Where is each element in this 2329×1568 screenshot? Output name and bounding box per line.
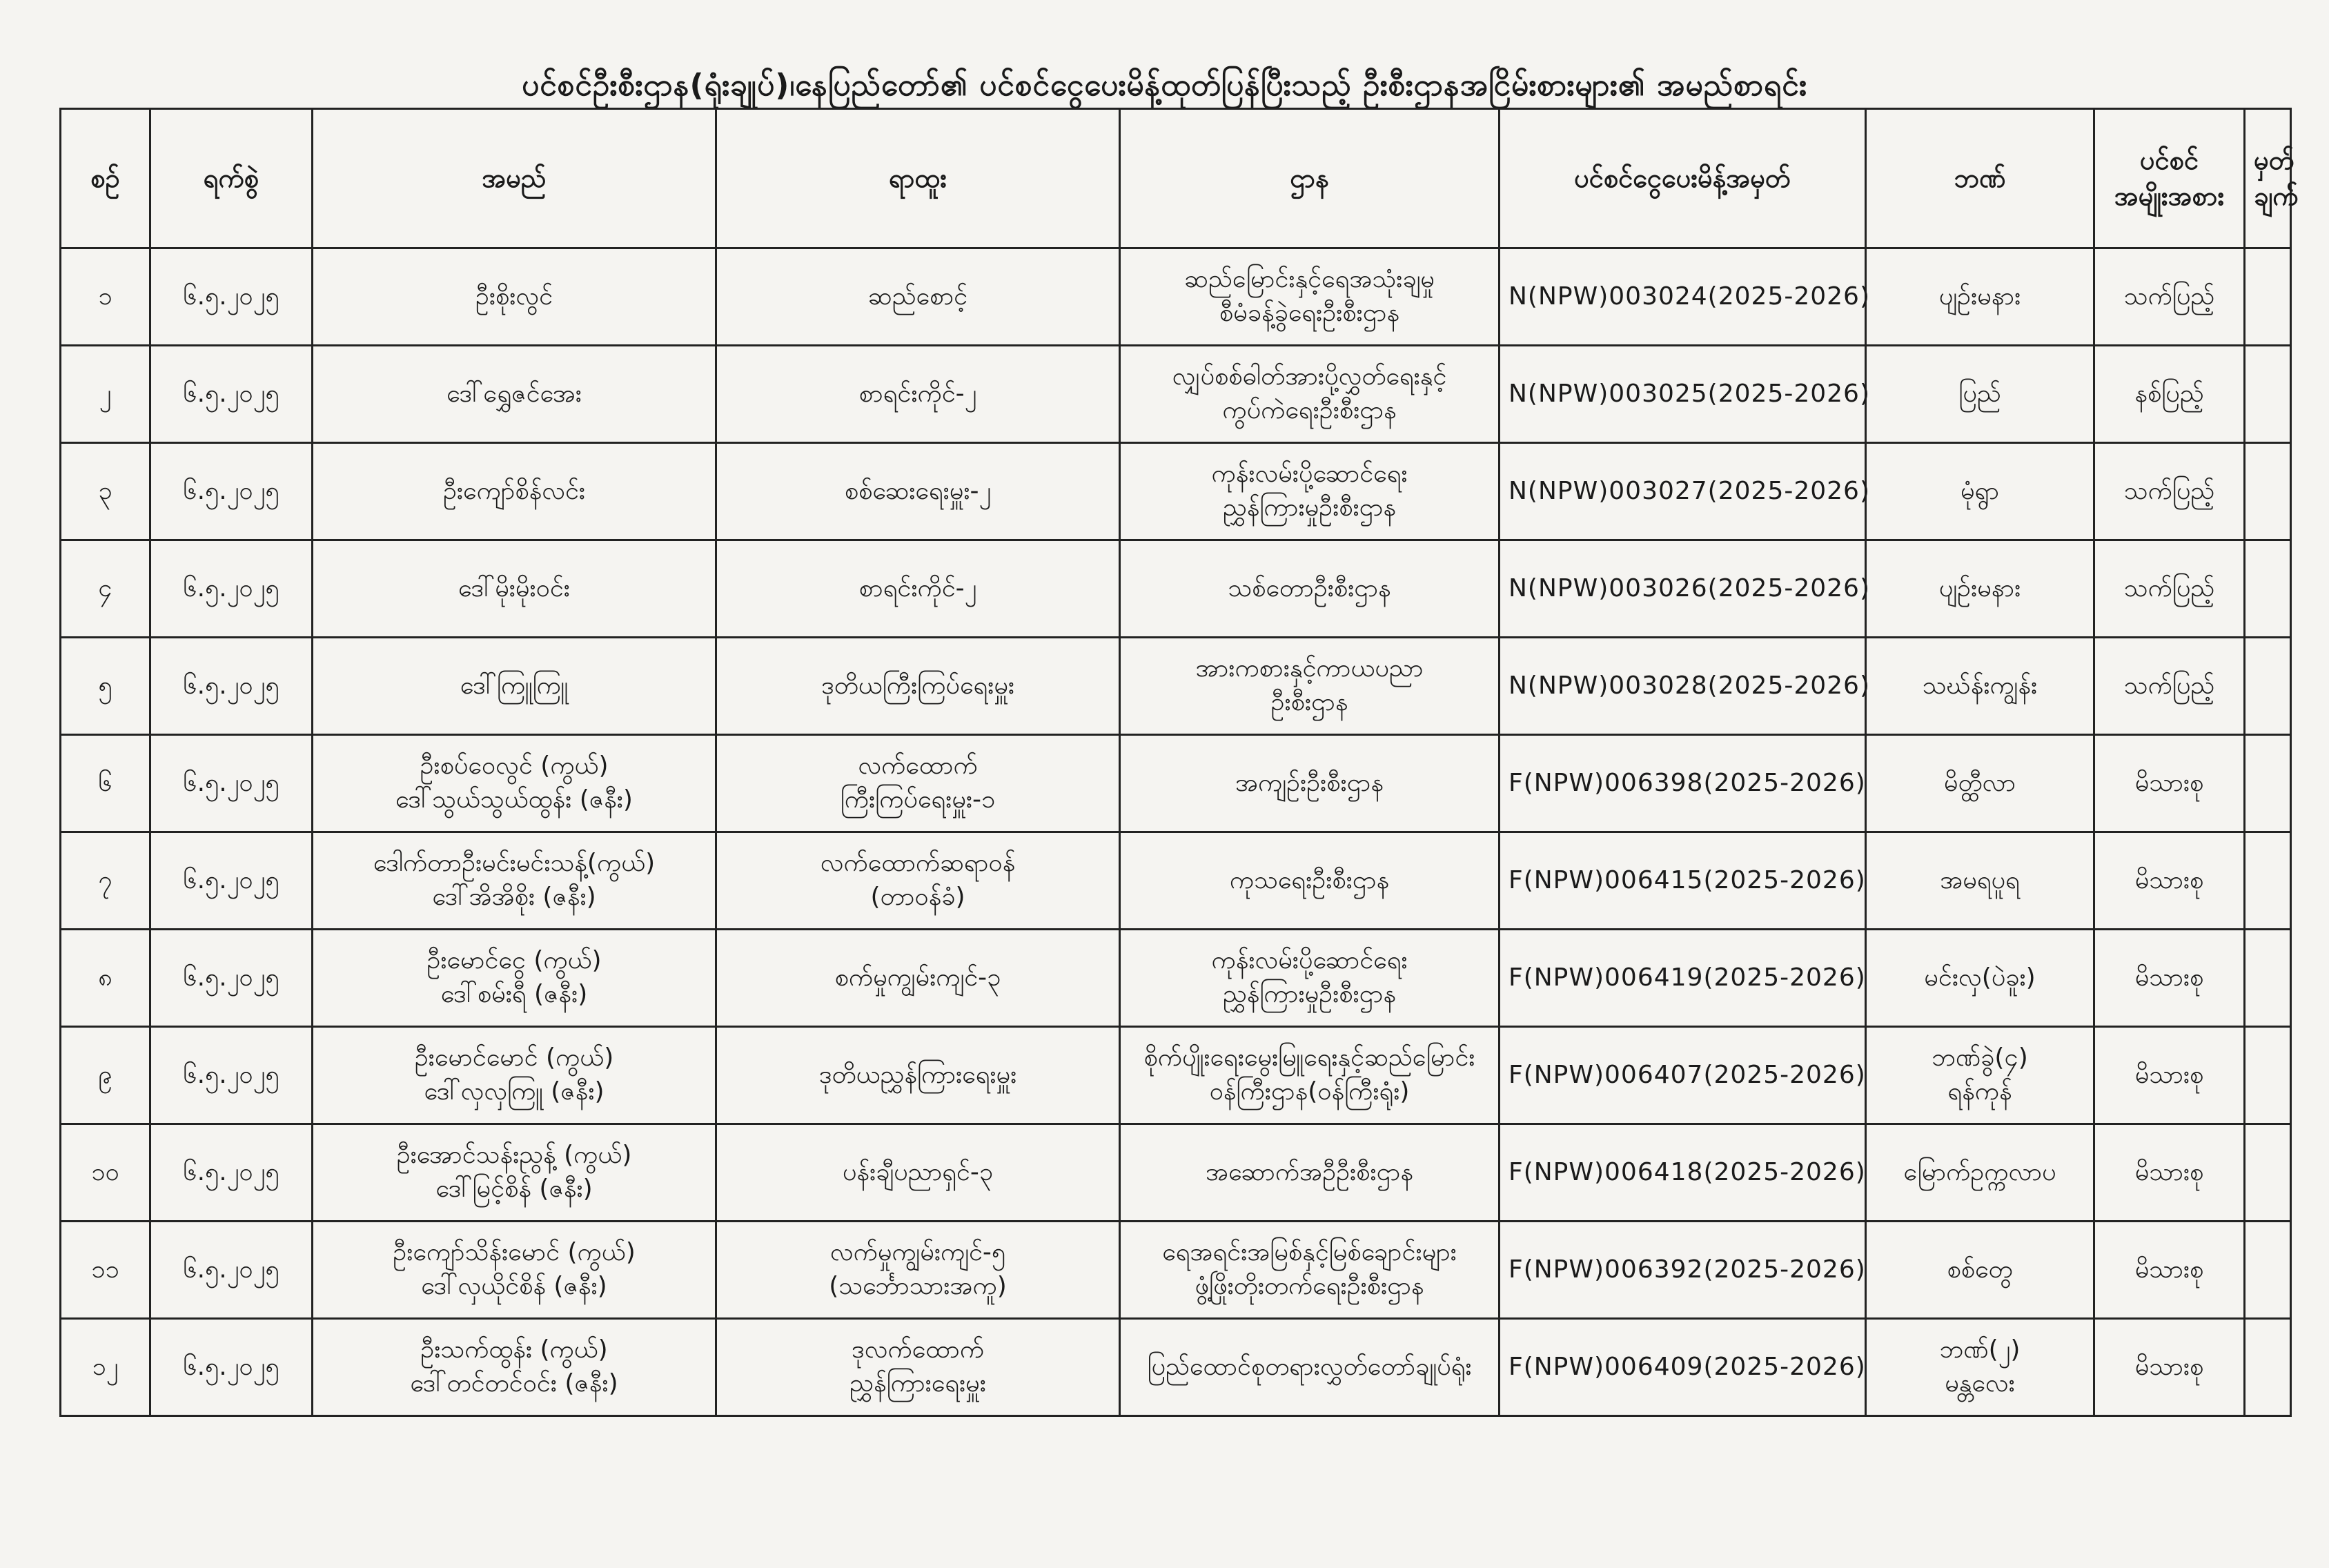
cell-position (716, 1319, 1120, 1416)
cell-position (716, 735, 1120, 832)
cell-permit-number-line1: N(NPW)003024(2025-2026) (1509, 282, 1870, 311)
cell-remark (2245, 443, 2291, 540)
cell-permit-number (1500, 1027, 1866, 1124)
cell-remark (2245, 638, 2291, 735)
cell-department-line1: အားကစားနှင့်ကာယပညာ (1195, 654, 1424, 683)
document-title: ပင်စင်ဦးစီးဌာန(ရုံးချုပ်)၊နေပြည်တော်၏ ပင်စင်ငွေပေးမိန့်ထုတ်ပြန်ပြီးသည့် ဦးစီးဌာနအငြိမ်းစားများ၏ အမည်စာရင်း (522, 68, 1807, 103)
cell-position-line1: စာရင်းကိုင်-၂ (858, 574, 977, 602)
header-type (2094, 109, 2245, 248)
table-row (61, 540, 2291, 638)
cell-position (716, 346, 1120, 443)
table-row (61, 1222, 2291, 1319)
cell-no-line1: ၅ (98, 671, 112, 700)
cell-name (313, 832, 716, 930)
cell-name-line2: ဒေါ်သွယ်သွယ်ထွန်း (ဇနီး) (395, 785, 633, 814)
cell-pension-type (2094, 1027, 2245, 1124)
cell-no (61, 540, 150, 638)
cell-date-line1: ၆.၅.၂၀၂၅ (183, 1352, 279, 1381)
cell-date (150, 930, 313, 1027)
header-date: ရက်စွဲ (150, 109, 313, 248)
header-name: အမည် (313, 109, 716, 248)
cell-permit-number (1500, 832, 1866, 930)
cell-department-line1: ကုသရေးဦးစီးဌာန (1229, 865, 1390, 894)
cell-no-line1: ၈ (98, 963, 112, 992)
cell-bank-line1: ပျဉ်းမနား (1938, 282, 2021, 311)
cell-name (313, 735, 716, 832)
cell-name-line1: ဒေါ်ကြူကြူ (460, 671, 569, 700)
header-remark-line1: မှတ် (2254, 145, 2294, 176)
cell-name (313, 930, 716, 1027)
cell-department-line2: ဦးစီးဌာန (1270, 688, 1348, 716)
cell-bank (1866, 832, 2094, 930)
cell-department (1120, 248, 1500, 346)
cell-permit-number (1500, 735, 1866, 832)
cell-pension-type-line1: မိသားစု (2134, 1352, 2204, 1381)
cell-no-line1: ၃ (98, 476, 112, 505)
cell-bank-line1: စစ်တွေ (1947, 1255, 2013, 1284)
cell-date (150, 1222, 313, 1319)
cell-remark (2245, 1027, 2291, 1124)
header-bank: ဘဏ် (1866, 109, 2094, 248)
cell-permit-number (1500, 638, 1870, 735)
cell-name-line2: ဒေါ်အိအိစိုး (ဇနီး) (432, 883, 596, 911)
cell-bank (1866, 1319, 2094, 1416)
cell-permit-number-line1: F(NPW)006419(2025-2026) (1509, 963, 1866, 992)
header-no: စဉ် (61, 109, 150, 248)
cell-pension-type-line1: မိသားစု (2134, 865, 2204, 894)
cell-date-line1: ၆.၅.၂၀၂၅ (183, 671, 279, 700)
cell-position-line1: ပန်းချီပညာရှင်-၃ (842, 1157, 994, 1186)
pension-register-table (59, 108, 2299, 1417)
cell-no (61, 248, 150, 346)
table-row (61, 1319, 2291, 1416)
table-row (61, 735, 2291, 832)
cell-position (716, 1027, 1120, 1124)
cell-position-line1: လက်ထောက် (858, 752, 978, 781)
cell-pension-type-line1: သက်ပြည့် (2123, 574, 2215, 602)
cell-bank (1866, 930, 2094, 1027)
cell-no (61, 930, 150, 1027)
cell-bank-line1: သဃ်န်းကျွန်း (1922, 671, 2038, 700)
cell-permit-number (1500, 1124, 1866, 1222)
cell-position-line2: (တာဝန်ခံ) (870, 883, 965, 911)
cell-date (150, 1027, 313, 1124)
table-row (61, 346, 2291, 443)
cell-bank (1866, 638, 2094, 735)
cell-bank-line1: အမရပူရ (1940, 865, 2020, 894)
cell-no (61, 1124, 150, 1222)
cell-name (313, 1124, 716, 1222)
cell-department-line1: ဆည်မြောင်းနှင့်ရေအသုံးချမှု (1184, 265, 1435, 294)
cell-position-line2: (သင်္ဘောသားအကူ) (829, 1272, 1007, 1300)
cell-pension-type-line1: မိသားစု (2134, 1060, 2204, 1089)
cell-name (313, 1222, 716, 1319)
cell-name-line2: ဒေါ်မြင့်စိန် (ဇနီး) (435, 1175, 593, 1203)
cell-date-line1: ၆.၅.၂၀၂၅ (183, 476, 279, 505)
cell-pension-type (2094, 735, 2245, 832)
cell-no-line1: ၉ (98, 1060, 112, 1089)
cell-no-line1: ၁၀ (91, 1157, 119, 1186)
cell-date-line1: ၆.၅.၂၀၂၅ (183, 768, 279, 797)
cell-permit-number-line1: F(NPW)006407(2025-2026) (1509, 1060, 1866, 1089)
header-type-line1: ပင်စင် (2139, 145, 2199, 176)
cell-position (716, 1222, 1120, 1319)
cell-bank-line1: မိတ္ထီလာ (1943, 768, 2016, 797)
cell-pension-type (2094, 248, 2245, 346)
cell-no-line1: ၁၁ (91, 1255, 119, 1284)
cell-permit-number (1500, 1222, 1866, 1319)
cell-no (61, 346, 150, 443)
cell-department (1120, 1319, 1500, 1416)
cell-permit-number-line1: F(NPW)006392(2025-2026) (1509, 1255, 1866, 1284)
cell-department (1120, 1124, 1500, 1222)
cell-bank-line1: မုံရွာ (1960, 476, 2000, 505)
cell-position (716, 930, 1120, 1027)
cell-department-line2: စီမံခန့်ခွဲရေးဦးစီးဌာန (1219, 299, 1400, 327)
cell-no-line1: ၂ (99, 379, 112, 408)
cell-department (1120, 1222, 1500, 1319)
cell-name-line1: ဦးစပ်ဝေလွင် (ကွယ်) (420, 752, 609, 781)
cell-remark (2245, 248, 2291, 346)
cell-department-line1: အကျဉ်းဦးစီးဌာန (1235, 768, 1384, 797)
cell-date-line1: ၆.၅.၂၀၂၅ (183, 865, 279, 894)
cell-date-line1: ၆.၅.၂၀၂၅ (183, 1255, 279, 1284)
cell-pension-type (2094, 1124, 2245, 1222)
cell-bank-line1: ဘဏ်ခွဲ(၄) (1932, 1043, 2028, 1072)
cell-name (313, 540, 716, 638)
cell-name-line2: ဒေါ်စမ်းရီ (ဇနီး) (440, 980, 588, 1008)
cell-name-line1: ဦးကျော်သိန်းမောင် (ကွယ်) (393, 1238, 636, 1267)
cell-pension-type (2094, 1222, 2245, 1319)
cell-pension-type (2094, 832, 2245, 930)
cell-permit-number-line1: F(NPW)006415(2025-2026) (1509, 865, 1866, 894)
cell-position (716, 248, 1120, 346)
cell-department-line1: ပြည်ထောင်စုတရားလွှတ်တော်ချုပ်ရုံး (1147, 1352, 1472, 1381)
cell-no-line1: ၁ (98, 282, 112, 311)
cell-remark (2245, 832, 2291, 930)
cell-department-line1: ကုန်းလမ်းပို့ဆောင်ရေး (1211, 460, 1408, 489)
cell-date-line1: ၆.၅.၂၀၂၅ (183, 282, 279, 311)
cell-pension-type-line1: မိသားစု (2134, 1255, 2204, 1284)
cell-name-line1: ဒေါ်ရွှေဇင်အေး (446, 379, 582, 408)
cell-department-line2: ဖွံ့ဖြိုးတိုးတက်ရေးဦးစီးဌာန (1195, 1272, 1424, 1300)
table-row (61, 1124, 2291, 1222)
cell-pension-type-line1: သက်ပြည့် (2123, 282, 2215, 311)
cell-date-line1: ၆.၅.၂၀၂၅ (183, 963, 279, 992)
cell-pension-type (2094, 638, 2245, 735)
cell-name-line1: ဦးမောင်ငွေ (ကွယ်) (426, 946, 602, 975)
cell-bank (1866, 346, 2094, 443)
cell-permit-number (1500, 443, 1870, 540)
cell-bank-line1: ပြည် (1958, 379, 2001, 408)
cell-bank-line2: မန္တလေး (1945, 1369, 2015, 1398)
cell-name-line1: ဦးမောင်မောင် (ကွယ်) (414, 1043, 614, 1072)
cell-bank-line1: မြောက်ဥက္ကလာပ (1903, 1157, 2056, 1186)
cell-date (150, 832, 313, 930)
cell-permit-number (1500, 930, 1866, 1027)
header-permit: ပင်စင်ငွေပေးမိန့်အမှတ် (1500, 109, 1866, 248)
cell-pension-type (2094, 540, 2245, 638)
cell-bank (1866, 540, 2094, 638)
cell-bank-line2: ရန်ကုန် (1947, 1077, 2012, 1106)
cell-no (61, 638, 150, 735)
cell-pension-type (2094, 930, 2245, 1027)
cell-pension-type-line1: မိသားစု (2134, 768, 2204, 797)
cell-permit-number (1500, 1319, 1866, 1416)
cell-remark (2245, 1124, 2291, 1222)
cell-date (150, 540, 313, 638)
cell-position-line1: ဒုတိယညွှန်ကြားရေးမှူး (818, 1060, 1017, 1089)
cell-permit-number-line1: N(NPW)003028(2025-2026) (1509, 671, 1870, 700)
cell-bank (1866, 1027, 2094, 1124)
cell-remark (2245, 346, 2291, 443)
cell-department (1120, 1027, 1500, 1124)
cell-bank-line1: ပျဉ်းမနား (1938, 574, 2021, 602)
header-type-line2: အမျိုးအစား (2114, 180, 2225, 211)
cell-position-line1: လက်ထောက်ဆရာဝန် (820, 849, 1016, 878)
cell-position (716, 540, 1120, 638)
cell-position-line1: လက်မှုကျွမ်းကျင်-၅ (829, 1238, 1006, 1267)
cell-no-line1: ၆ (98, 768, 112, 797)
cell-permit-number-line1: N(NPW)003027(2025-2026) (1509, 476, 1870, 505)
header-position: ရာထူး (716, 109, 1120, 248)
cell-no-line1: ၁၂ (92, 1352, 119, 1381)
cell-no (61, 1222, 150, 1319)
cell-permit-number-line1: F(NPW)006409(2025-2026) (1509, 1352, 1866, 1381)
header-department: ဌာန (1120, 109, 1500, 248)
cell-bank-line1: မင်းလှ(ပဲခူး) (1924, 963, 2036, 992)
cell-position (716, 832, 1120, 930)
cell-no-line1: ၇ (98, 865, 112, 894)
cell-department-line1: စိုက်ပျိုးရေးမွေးမြူရေးနှင့်ဆည်မြောင်း (1143, 1043, 1475, 1072)
cell-department (1120, 540, 1500, 638)
header-remark-line2: ချက် (2254, 180, 2299, 211)
cell-permit-number-line1: N(NPW)003026(2025-2026) (1509, 574, 1870, 602)
cell-name-line2: ဒေါ်လှယိုင်စိန် (ဇနီး) (421, 1272, 607, 1300)
cell-permit-number (1500, 540, 1870, 638)
cell-name-line1: ဦးစိုးလွင် (475, 282, 553, 311)
cell-department-line1: ကုန်းလမ်းပို့ဆောင်ရေး (1211, 946, 1408, 975)
table-header-row (61, 109, 2291, 248)
cell-position-line2: ညွှန်ကြားရေးမှူး (849, 1369, 986, 1398)
cell-permit-number-line1: F(NPW)006398(2025-2026) (1509, 768, 1866, 797)
cell-pension-type (2094, 443, 2245, 540)
cell-position-line2: ကြီးကြပ်ရေးမှူး-၁ (840, 785, 996, 814)
cell-remark (2245, 1222, 2291, 1319)
cell-position-line1: ဒုလက်ထောက် (851, 1335, 985, 1364)
cell-name (313, 443, 716, 540)
cell-name-line1: ဒေါ်မိုးမိုးဝင်း (458, 574, 570, 602)
cell-name-line1: ဦးကျော်စိန်လင်း (442, 476, 586, 505)
cell-date-line1: ၆.၅.၂၀၂၅ (183, 1157, 279, 1186)
table-row (61, 930, 2291, 1027)
cell-bank (1866, 1222, 2094, 1319)
cell-name-line1: ဦးသက်ထွန်း (ကွယ်) (420, 1335, 608, 1364)
cell-department-line2: ကွပ်ကဲရေးဦးစီးဌာန (1222, 396, 1397, 424)
table-row (61, 443, 2291, 540)
cell-name-line1: ဦးအောင်သန်းညွန့် (ကွယ်) (396, 1141, 632, 1170)
cell-department (1120, 930, 1500, 1027)
cell-name (313, 1027, 716, 1124)
cell-bank (1866, 248, 2094, 346)
cell-position-line1: စက်မှုကျွမ်းကျင်-၃ (834, 963, 1001, 992)
cell-remark (2245, 735, 2291, 832)
cell-bank (1866, 735, 2094, 832)
cell-department-line1: သစ်တောဦးစီးဌာန (1228, 574, 1391, 602)
cell-department-line1: ရေအရင်းအမြစ်နှင့်မြစ်ချောင်းများ (1162, 1238, 1457, 1267)
cell-bank (1866, 1124, 2094, 1222)
cell-permit-number-line1: F(NPW)006418(2025-2026) (1509, 1157, 1866, 1186)
cell-name (313, 638, 716, 735)
header-remark (2245, 109, 2299, 248)
cell-department (1120, 443, 1500, 540)
cell-name-line2: ဒေါ်တင်တင်ဝင်း (ဇနီး) (410, 1369, 618, 1398)
cell-pension-type-line1: သက်ပြည့် (2123, 671, 2215, 700)
cell-date (150, 248, 313, 346)
cell-department (1120, 735, 1500, 832)
cell-no (61, 1319, 150, 1416)
cell-date (150, 1319, 313, 1416)
cell-no (61, 735, 150, 832)
table-row (61, 248, 2291, 346)
cell-name (313, 248, 716, 346)
cell-position-line1: စာရင်းကိုင်-၂ (858, 379, 977, 408)
table-row (61, 832, 2291, 930)
table-row (61, 638, 2291, 735)
cell-name (313, 1319, 716, 1416)
cell-no (61, 832, 150, 930)
table-row (61, 1027, 2291, 1124)
cell-position-line1: ဆည်စောင့် (867, 282, 968, 311)
cell-date (150, 443, 313, 540)
cell-department-line1: လျှပ်စစ်ဓါတ်အားပို့လွှတ်ရေးနှင့် (1172, 362, 1447, 391)
cell-name (313, 346, 716, 443)
cell-date (150, 735, 313, 832)
cell-pension-type-line1: နစ်ပြည့် (2134, 379, 2204, 408)
cell-department (1120, 832, 1500, 930)
cell-permit-number-line1: N(NPW)003025(2025-2026) (1509, 379, 1870, 408)
cell-name-line1: ဒေါက်တာဦးမင်းမင်းသန့်(ကွယ်) (373, 849, 656, 878)
cell-pension-type-line1: မိသားစု (2134, 963, 2204, 992)
cell-position (716, 638, 1120, 735)
cell-bank-line1: ဘဏ်(၂) (1939, 1335, 2021, 1364)
cell-no (61, 443, 150, 540)
cell-pension-type-line1: သက်ပြည့် (2123, 476, 2215, 505)
cell-permit-number (1500, 248, 1870, 346)
cell-position-line1: ဒုတိယကြီးကြပ်ရေးမှူး (820, 671, 1015, 700)
cell-pension-type (2094, 1319, 2245, 1416)
cell-bank (1866, 443, 2094, 540)
cell-permit-number (1500, 346, 1870, 443)
cell-pension-type-line1: မိသားစု (2134, 1157, 2204, 1186)
cell-no (61, 1027, 150, 1124)
cell-date (150, 638, 313, 735)
cell-position-line1: စစ်ဆေးရေးမှူး-၂ (844, 476, 992, 505)
cell-department-line2: ဝန်ကြီးဌာန(ဝန်ကြီးရုံး) (1209, 1077, 1410, 1106)
cell-date (150, 346, 313, 443)
cell-department (1120, 638, 1500, 735)
cell-remark (2245, 540, 2291, 638)
cell-no-line1: ၄ (98, 574, 112, 602)
cell-pension-type (2094, 346, 2245, 443)
cell-position (716, 443, 1120, 540)
cell-department-line1: အဆောက်အဦဦးစီးဌာန (1206, 1157, 1413, 1186)
cell-name-line2: ဒေါ်လှလှကြူ (ဇနီး) (424, 1077, 605, 1106)
cell-date-line1: ၆.၅.၂၀၂၅ (183, 379, 279, 408)
cell-date-line1: ၆.၅.၂၀၂၅ (183, 574, 279, 602)
cell-remark (2245, 1319, 2291, 1416)
cell-remark (2245, 930, 2291, 1027)
cell-date-line1: ၆.၅.၂၀၂၅ (183, 1060, 279, 1089)
cell-department-line2: ညွှန်ကြားမှုဦးစီးဌာန (1222, 980, 1397, 1008)
cell-date (150, 1124, 313, 1222)
cell-position (716, 1124, 1120, 1222)
cell-department-line2: ညွှန်ကြားမှုဦးစီးဌာန (1222, 493, 1397, 522)
cell-department (1120, 346, 1500, 443)
